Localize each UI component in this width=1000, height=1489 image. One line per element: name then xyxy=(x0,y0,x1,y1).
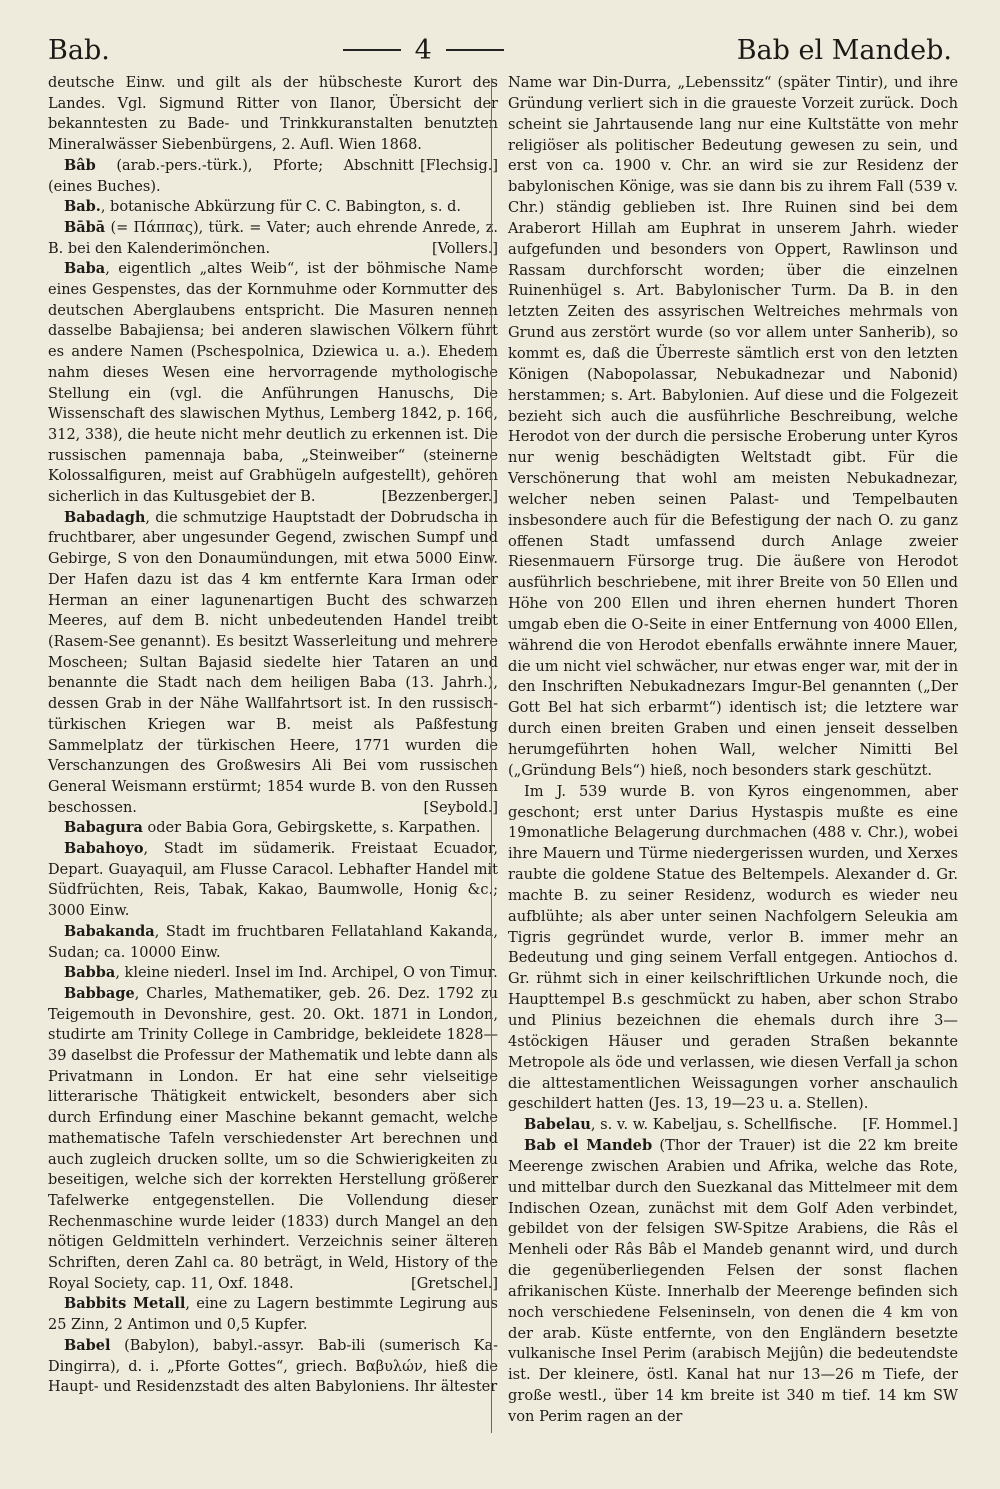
dictionary-entry xyxy=(48,218,498,259)
dictionary-entry xyxy=(508,1115,958,1136)
dictionary-entry xyxy=(48,1294,498,1335)
entry-text: , Stadt im südamerik. Freistaat Ecuador, Depart. Guayaquil, am Flusse Caracol. Lebhafter Handel mit Südfrüchten, Reis, Tabak, Kakao, Baumwolle, Honig &c.; 3000 Einw. xyxy=(48,841,498,920)
page-number: 4 xyxy=(414,34,432,66)
author-signature: [F. Hommel.] xyxy=(862,1116,958,1134)
entry-headword: Babba xyxy=(64,964,116,982)
entry-text: oder Babia Gora, Gebirgskette, s. Karpathen. xyxy=(142,820,481,837)
entry-text: , eine zu Lagern bestimmte Legirung aus 25 Zinn, 2 Antimon und 0,5 Kupfer. xyxy=(48,1296,498,1334)
entry-text: , die schmutzige Hauptstadt der Dobrudscha in fruchtbarer, aber ungesunder Gegend, zwischen Sumpf und Gebirge, S von den Donaumündungen, mit etwa 5000 Einw. Der Hafen dazu ist das 4 km entfernte Kara Irman oder Herman an einer lagunenartigen Bucht des schwarzen Meeres, auf dem B. nicht unbedeutenden Handel treibt (Rasem-See genannt). Es besitzt Wasserleitung und mehrere Moscheen; Sultan Bajasid siedelte hier Tataren an und benannte die Stadt nach dem heiligen Baba (13. Jahrh.), dessen Grab in der Nähe Wallfahrtsort ist. In den russisch-türkischen Kriegen war B. meist als Paßfestung Sammelplatz der türkischen Heere, 1771 wurden die Verschanzungen des Großwesirs Ali Bei vom russischen General Weismann erstürmt; 1854 wurde B. von den Russen beschossen. xyxy=(48,509,498,816)
entry-text: deutsche Einw. und gilt als der hübscheste Kurort des Landes. Vgl. Sigmund Ritter von Ilanor, Übersicht der bekanntesten zu Bade- und Trinkkuranstalten benutzten Mineralwässer Siebenbürgens, 2. Aufl. Wien 1868. xyxy=(48,75,498,154)
header-dash-left xyxy=(343,49,401,51)
entry-headword: Bab el Mandeb xyxy=(524,1137,653,1155)
dictionary-entry xyxy=(48,508,498,819)
dictionary-entry xyxy=(48,922,498,963)
entry-text: , eigentlich „altes Weib“, ist der böhmische Name eines Gespenstes, das der Kornmuhme oder Kornmutter des deutschen Aberglaubens entspricht. Die Masuren nennen dasselbe Babajiensa; bei anderen slawischen Völkern führt es andere Namen (Pschespolnica, Dziewica u. a.). Ehedem nahm dieses Wesen eine hervorragende mythologische Stellung ein (vgl. die Anführungen Hanuschs, Die Wissenschaft des slawischen Mythus, Lemberg 1842, p. 166, 312, 338), die heute nicht mehr deutlich zu erkennen ist. Die russischen pamennaja baba, „Steinweiber“ (steinerne Kolossalfiguren, meist auf Grabhügeln aufgestellt), gehören sicherlich in das Kultusgebiet der B. xyxy=(48,261,498,506)
entry-headword: Babadagh xyxy=(64,508,146,526)
entry-text: , kleine niederl. Insel im Ind. Archipel, O von Timur. xyxy=(115,965,498,982)
author-signature: [Gretschel.] xyxy=(411,1275,498,1292)
dictionary-entry xyxy=(508,1136,958,1428)
author-signature: [Seybold.] xyxy=(423,799,498,816)
author-signature: [Vollers.] xyxy=(431,240,498,257)
entry-text: (arab.-pers.-türk.), Pforte; Abschnitt (eines Buches). xyxy=(48,157,414,195)
header-dash-right xyxy=(446,49,504,51)
dictionary-entry xyxy=(48,197,498,218)
dictionary-entry xyxy=(48,818,498,839)
entry-headword: Babel xyxy=(64,1336,111,1354)
right-column xyxy=(508,73,958,1428)
running-header xyxy=(48,30,952,70)
entry-text: , botanische Abkürzung für C. C. Babington, s. d. xyxy=(100,199,461,216)
entry-text: (= Πάππας), türk. = Vater; auch ehrende Anrede, z. B. bei den Kalenderimönchen. xyxy=(48,219,498,257)
entry-headword: Bab. xyxy=(64,198,101,216)
author-signature: [Flechsig.] xyxy=(419,157,498,174)
page-number-group xyxy=(343,35,504,66)
dictionary-entry xyxy=(48,963,498,984)
entry-headword: Babelau xyxy=(524,1116,591,1134)
entry-text: , Charles, Mathematiker, geb. 26. Dez. 1792 zu Teigemouth in Devonshire, gest. 20. Okt. 1871 in London, studirte am Trinity College in Cambridge, bekleidete 1828—39 daselbst die Professur der Mathematik und lebte dann als Privatmann in London. Er hat eine sehr vielseitige litterarische Thätigkeit entwickelt, besonders aber sich durch Erfindung einer Maschine bekannt gemacht, welche mathematische Tafeln verschiedenster Art berechnen und auch zugleich drucken sollte, um so die Schwierigkeiten zu beseitigen, welche sich der korrekten Herstellung größerer Tafelwerke entgegenstellen. Die Vollendung dieser Rechenmaschine wurde leider (1833) durch Mangel an den nötigen Geldmitteln verhindert. Verzeichnis seiner älteren Schriften, deren Zahl ca. 80 beträgt, in Weld, History of the Royal Society, cap. 11, Oxf. 1848. xyxy=(48,985,498,1292)
header-left-catchword: Bab. xyxy=(48,34,110,66)
entry-text: , s. v. w. Kabeljau, s. Schellfische. xyxy=(590,1116,838,1134)
header-right-catchword: Bab el Mandeb. xyxy=(736,34,952,66)
entry-text: , Stadt im fruchtbaren Fellatahland Kakanda, Sudan; ca. 10000 Einw. xyxy=(48,923,498,961)
entry-headword: Bâb xyxy=(64,156,96,174)
entry-headword: Babahoyo xyxy=(64,840,144,858)
entry-headword: Babbits Metall xyxy=(64,1295,186,1313)
dictionary-entry xyxy=(48,839,498,922)
entry-text: Im J. 539 wurde B. von Kyros eingenommen, aber geschont; erst unter Darius Hystaspis mußte es eine 19monatliche Belagerung durchmachen (488 v. Chr.), wobei ihre Mauern und Türme niedergerissen wurden, und Xerxes raubte die goldene Statue des Beltempels. Alexander d. Gr. machte B. zu seiner Residenz, wodurch es wieder neu aufblühte; als aber unter seinen Nachfolgern Seleukia am Tigris gegründet wurde, verlor B. immer mehr an Bedeutung und ging seinem Verfall entgegen. Antiochos d. Gr. rühmt sich in einer keilschriftlichen Urkunde noch, die Haupttempel B.s geschmückt zu haben, aber schon Strabo und Plinius bezeichnen die ehemals durch ihre 3—4stöckigen Häuser und geraden Straßen bekannte Metropole als öde und verlassen, wie diesen Verfall ja schon die alttestamentlichen Weissagungen vorher anschaulich geschildert hatten (Jes. 13, 19—23 u. a. Stellen). xyxy=(508,782,958,1113)
entry-headword: Bābā xyxy=(64,218,106,236)
entry-headword: Babagura xyxy=(64,819,143,837)
entry-text: (Thor der Trauer) ist die 22 km breite Meerenge zwischen Arabien und Afrika, welche das Rote, und mittelbar durch den Suezkanal das Mittelmeer mit dem Indischen Ozean, zunächst mit dem Golf Aden verbindet, gebildet von der felsigen SW-Spitze Arabiens, die Râs el Menheli oder Râs Bâb el Mandeb genannt wird, und durch die gegenüberliegenden Felsen der sonst flachen afrikanischen Küste. Innerhalb der Meerenge befinden sich noch verschiedene Felseninseln, von denen die 4 km von der arab. Küste entfernte, von den Engländern besetzte vulkanische Insel Perim (arabisch Mejjûn) die bedeutendste ist. Der kleinere, östl. Kanal hat nur 13—26 m Tiefe, der große westl., über 14 km breite ist 340 m tief. 14 km SW von Perim ragen an der xyxy=(508,1137,958,1425)
author-signature: [Bezzenberger.] xyxy=(381,489,498,506)
dictionary-entry xyxy=(48,984,498,1295)
dictionary-entry xyxy=(48,1336,498,1398)
left-column xyxy=(48,73,498,1398)
entry-text: (Babylon), babyl.-assyr. Bab-ili (sumerisch Ka-Dingirra), d. i. „Pforte Gottes“, griech. Βαβυλών, hieß die Haupt- und Residenzstadt des alten Babyloniens. Ihr ältester xyxy=(48,1337,498,1396)
entry-text: Name war Din-Durra, „Lebenssitz“ (später Tintir), und ihre Gründung verliert sich in die graueste Vorzeit zurück. Doch scheint sie Jahrtausende lang nur eine Kultstätte von mehr religiöser als politischer Bedeutung gewesen zu sein, und erst von ca. 1900 v. Chr. an wird sie zur Residenz der babylonischen Könige, was sie dann bis zu ihrem Fall (539 v. Chr.) ständig geblieben ist. Ihre Ruinen sind bei dem Araberort Hillah am Euphrat in unserem Jahrh. wieder aufgefunden und besonders von Oppert, Rawlinson und Rassam durchforscht worden; über die einzelnen Ruinenhügel s. Art. Babylonischer Turm. Da B. in den letzten Zeiten des assyrischen Weltreiches mehrmals von Grund aus zerstört wurde (so vor allem unter Sanherib), so kommt es, daß die Überreste sämtlich erst von den letzten Königen (Nabopolassar, Nebukadnezar und Nabonid) herstammen; s. Art. Babylonien. Auf diese und die Folgezeit bezieht sich auch die ausführliche Beschreibung, welche Herodot von der durch die persische Eroberung unter Kyros nur wenig beschädigten Weltstadt gibt. Für die Verschönerung that wohl am meisten Nebukadnezar, welcher neben seinen Palast- und Tempelbauten insbesondere auch für die Befestigung der nach O. zu ganz offenen Stadt umfassend durch Anlage zweier Riesenmauern Fürsorge trug. Die äußere von Herodot ausführlich beschriebene, mit ihrer Breite von 50 Ellen und Höhe von 200 Ellen und ihren ehernen hundert Thoren umgab eben die O-Seite in einer Entfernung von 4000 Ellen, während die von Herodot ebenfalls erwähnte innere Mauer, die um nicht viel schwächer, nur etwas enger war, mit der in den Inschriften Nebukadnezars Imgur-Bel genannten („Der Gott Bel hat sich erbarmt“) identisch ist; die letztere war durch einen breiten Graben und einen jenseit desselben herumgeführten hohen Wall, welcher Nimitti Bel („Gründung Bels“) hieß, noch besonders stark geschützt. xyxy=(508,74,958,779)
paragraph xyxy=(508,73,958,782)
paragraph xyxy=(508,782,958,1116)
entry-headword: Babbage xyxy=(64,984,135,1002)
dictionary-entry xyxy=(48,259,498,507)
column-divider xyxy=(491,78,492,1433)
entry-headword: Baba xyxy=(64,260,106,278)
entry-headword: Babakanda xyxy=(64,922,155,940)
